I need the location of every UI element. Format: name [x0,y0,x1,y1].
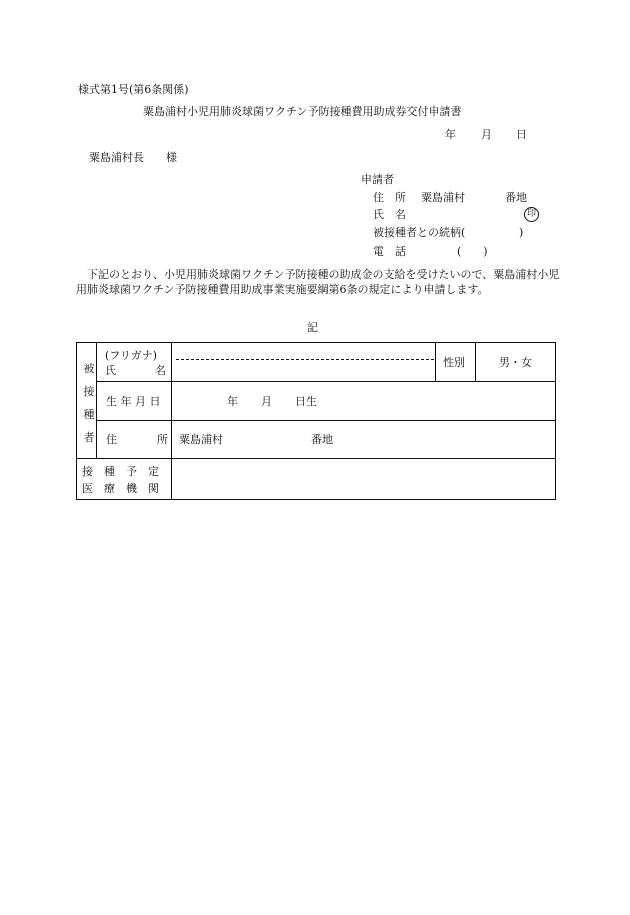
name-label-first: 氏 [105,364,116,377]
date-year-label: 年 [445,128,456,141]
applicant-phone-parens: ( ) [457,245,488,258]
recipient-address-suffix: 番地 [311,433,333,446]
group-column-divider [96,342,97,459]
date-month-label: 月 [481,128,492,141]
recipient-group-label [82,357,96,449]
birth-year-label: 年 [227,395,238,408]
address-label-second: 所 [157,433,168,446]
notes-heading: 記 [307,321,318,334]
row-divider-birth [96,420,556,421]
birth-month-label: 月 [261,395,272,408]
furigana-dotted-line [176,359,434,360]
form-number: 様式第1号(第6条関係) [78,83,189,96]
birth-date-label: 生 年 月 日 [106,395,161,408]
seal-mark: 印 [524,207,539,222]
address-label-first: 住 [106,433,117,446]
sex-value-divider [475,342,476,382]
form-title: 粟島浦村小児用肺炎球菌ワクチン予防接種費用助成券交付申請書 [143,105,462,118]
name-label-second: 名 [155,364,166,377]
sex-options: 男・女 [499,356,532,369]
label-column-divider [171,342,172,500]
clinic-label-line2: 医 療 機 関 [82,482,159,495]
request-statement: 下記のとおり、小児用肺炎球菌ワクチン予防接種の助成金の支給を受けたいので、粟島浦村小児用肺炎球菌ワクチン予防接種費用助成事業実施要綱第6条の規定により申請します。 [76,268,560,296]
clinic-label-line1: 接 種 予 定 [82,465,159,478]
applicant-relation-close: ) [519,226,524,239]
addressee: 粟島浦村長 様 [89,151,177,164]
applicant-relation-label: 被接種者との続柄( [373,226,466,239]
group-label-char: 種 [83,408,95,421]
group-label-char: 接 [83,385,95,398]
applicant-heading: 申請者 [361,173,394,186]
applicant-phone-label: 電 話 [373,245,406,258]
applicant-address-suffix: 番地 [505,191,527,204]
applicant-address-label: 住 所 [373,191,406,204]
birth-day-label: 日生 [295,395,317,408]
group-label-char: 者 [83,431,95,444]
group-label-char: 被 [83,362,95,375]
furigana-label: (フリガナ) [105,349,158,362]
row-divider-address [76,458,556,459]
applicant-name-label: 氏 名 [373,208,406,221]
date-day-label: 日 [516,128,527,141]
row-divider-name [96,381,556,382]
applicant-address-value: 粟島浦村 [421,191,465,204]
sex-label: 性別 [443,356,465,369]
sex-label-divider [435,342,436,382]
recipient-address-value: 粟島浦村 [179,433,223,446]
